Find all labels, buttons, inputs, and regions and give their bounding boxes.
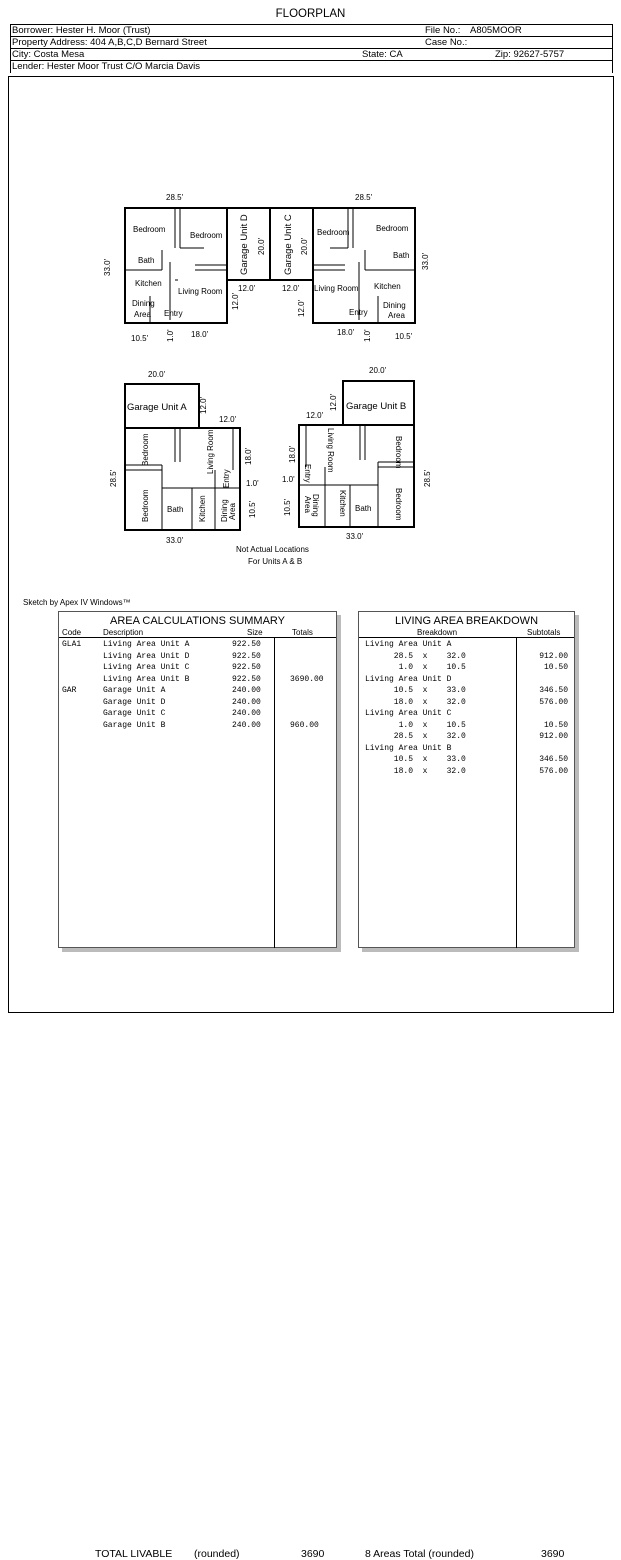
floorplan-sketch xyxy=(0,0,621,600)
garage-b-dim-h: 12.0' xyxy=(329,393,338,411)
garage-b-label: Garage Unit B xyxy=(346,401,407,412)
bl-bedroom-1: Bedroom xyxy=(141,433,150,466)
row-size: 922.50 xyxy=(232,663,261,672)
total-livable-value: 3690 xyxy=(301,1548,325,1560)
br-dining-2: Area xyxy=(303,496,312,513)
row-description: Garage Unit D xyxy=(103,697,166,707)
breakdown-text: 10.5 x 33.0 xyxy=(365,686,466,695)
row-size: 922.50 xyxy=(232,651,261,661)
breakdown-text: Living Area Unit B xyxy=(365,743,452,753)
tr-kitchen: Kitchen xyxy=(374,282,401,291)
br-bedroom-2: Bedroom xyxy=(394,488,403,521)
tl-kitchen: Kitchen xyxy=(135,279,162,288)
tl-dim-top: 28.5' xyxy=(166,193,184,202)
br-entry: Entry xyxy=(303,464,312,483)
breakdown-subtotal: 346.50 xyxy=(539,686,568,695)
breakdown-text: 28.5 x 32.0 xyxy=(365,651,466,661)
bl-bath: Bath xyxy=(167,505,184,514)
bl-dim-left: 28.5' xyxy=(109,469,118,487)
breakdown-subtotal: 346.50 xyxy=(539,755,568,764)
col-totals: Totals xyxy=(292,628,313,637)
br-dining-1: Dining xyxy=(311,494,320,517)
breakdown-text: Living Area Unit A xyxy=(365,640,452,649)
bl-bedroom-2: Bedroom xyxy=(141,489,150,522)
tr-dim-right: 33.0' xyxy=(421,252,430,270)
garage-a-label: Garage Unit A xyxy=(127,402,187,413)
row-total: 960.00 xyxy=(290,720,319,730)
tr-bedroom-1: Bedroom xyxy=(317,228,350,237)
tr-bath: Bath xyxy=(393,251,410,260)
tr-dining-1: Dining xyxy=(383,301,406,310)
row-size: 922.50 xyxy=(232,674,261,684)
breakdown-subtotal: 912.00 xyxy=(539,732,568,741)
garage-d-label: Garage Unit D xyxy=(239,214,250,275)
total-livable-note: (rounded) xyxy=(194,1548,240,1560)
garage-d-dim-w: 12.0' xyxy=(238,284,256,293)
tr-entry: Entry xyxy=(349,308,368,317)
row-size: 240.00 xyxy=(232,720,261,730)
tr-dim-top: 28.5' xyxy=(355,193,373,202)
note-line-1: Not Actual Locations xyxy=(236,545,309,554)
file-no-label: File No.: xyxy=(425,25,461,36)
tr-dim-b2: 1.0' xyxy=(363,329,372,342)
breakdown-text: 1.0 x 10.5 xyxy=(365,663,466,672)
garage-c-dim-h: 20.0' xyxy=(300,237,309,255)
tr-dining-2: Area xyxy=(388,311,405,320)
tl-dining-2: Area xyxy=(134,310,151,319)
zip: Zip: 92627-5757 xyxy=(495,49,565,60)
tl-dim-b3: 18.0' xyxy=(191,330,209,339)
row-description: Living Area Unit C xyxy=(103,663,190,672)
breakdown-subtotal: 912.00 xyxy=(539,651,568,661)
col-breakdown: Breakdown xyxy=(417,628,458,637)
col-subtotals: Subtotals xyxy=(527,628,561,637)
breakdown-title: LIVING AREA BREAKDOWN xyxy=(394,615,539,627)
br-dim-l1: 18.0' xyxy=(288,445,297,463)
row-code: GLA1 xyxy=(62,640,82,649)
br-living: Living Room xyxy=(326,428,335,473)
bl-kitchen: Kitchen xyxy=(198,495,207,522)
bl-dim-r3: 10.5' xyxy=(248,500,257,518)
tl-dim-left: 33.0' xyxy=(103,258,112,276)
tl-dim-b1: 10.5' xyxy=(131,334,149,343)
garage-c-label: Garage Unit C xyxy=(283,214,294,275)
area-summary-title: AREA CALCULATIONS SUMMARY xyxy=(109,615,286,627)
row-code: GAR xyxy=(62,686,77,695)
lender: Lender: Hester Moor Trust C/O Marcia Davis xyxy=(12,61,200,72)
garage-a-dim-h: 12.0' xyxy=(199,396,208,414)
br-dim-w: 12.0' xyxy=(306,411,324,420)
breakdown-subtotal: 576.00 xyxy=(539,766,568,776)
city: City: Costa Mesa xyxy=(12,49,85,60)
bl-dim-bottom: 33.0' xyxy=(166,536,184,545)
breakdown-subtotal: 10.50 xyxy=(543,720,568,730)
br-bedroom-1: Bedroom xyxy=(394,436,403,469)
bl-living: Living Room xyxy=(206,429,215,474)
col-size: Size xyxy=(247,628,263,637)
br-dim-l3: 10.5' xyxy=(283,498,292,516)
borrower: Borrower: Hester H. Moor (Trust) xyxy=(12,25,151,36)
bl-entry: Entry xyxy=(222,469,231,488)
garage-d-dim-side: 12.0' xyxy=(231,292,240,310)
file-no-value: A805MOOR xyxy=(470,25,522,36)
page-title: FLOORPLAN xyxy=(275,8,346,20)
br-kitchen: Kitchen xyxy=(338,490,347,517)
property-address: Property Address: 404 A,B,C,D Bernard Street xyxy=(12,37,207,48)
tl-bath: Bath xyxy=(138,256,155,265)
br-dim-right: 28.5' xyxy=(423,469,432,487)
br-bath: Bath xyxy=(355,504,372,513)
bl-dining-2: Area xyxy=(228,503,237,520)
breakdown-subtotal: 576.00 xyxy=(539,697,568,707)
breakdown-text: 28.5 x 32.0 xyxy=(365,732,466,741)
row-description: Garage Unit B xyxy=(103,720,166,730)
areas-total-value: 3690 xyxy=(541,1548,565,1560)
col-code: Code xyxy=(62,628,82,637)
state: State: CA xyxy=(362,49,403,60)
row-description: Garage Unit A xyxy=(103,686,166,695)
br-dim-bottom: 33.0' xyxy=(346,532,364,541)
case-no-label: Case No.: xyxy=(425,37,468,48)
breakdown-text: 10.5 x 33.0 xyxy=(365,755,466,764)
garage-a-dim-w: 20.0' xyxy=(148,370,166,379)
tl-living: Living Room xyxy=(178,287,223,296)
row-size: 240.00 xyxy=(232,697,261,707)
total-livable-label: TOTAL LIVABLE xyxy=(95,1548,173,1560)
bl-dim-r2: 1.0' xyxy=(246,479,259,488)
row-size: 240.00 xyxy=(232,709,261,718)
tl-dining-1: Dining xyxy=(132,299,155,308)
breakdown-text: 1.0 x 10.5 xyxy=(365,720,466,730)
tr-bedroom-2: Bedroom xyxy=(376,224,409,233)
breakdown-text: Living Area Unit D xyxy=(365,674,452,684)
garage-c-dim-side: 12.0' xyxy=(297,299,306,317)
sketch-by: Sketch by Apex IV Windows™ xyxy=(23,598,131,607)
tl-bedroom-1: Bedroom xyxy=(133,225,166,234)
tr-living: Living Room xyxy=(314,284,359,293)
row-description: Garage Unit C xyxy=(103,709,166,718)
tr-dim-b1: 18.0' xyxy=(337,328,355,337)
row-description: Living Area Unit D xyxy=(103,651,190,661)
row-total: 3690.00 xyxy=(290,674,324,684)
row-description: Living Area Unit B xyxy=(103,674,190,684)
col-description: Description xyxy=(103,628,144,637)
row-size: 240.00 xyxy=(232,686,261,695)
breakdown-text: 18.0 x 32.0 xyxy=(365,766,466,776)
breakdown-text: Living Area Unit C xyxy=(365,709,452,718)
area-calculations-summary xyxy=(58,611,337,1560)
bl-dining-1: Dining xyxy=(220,499,229,522)
areas-total-label: 8 Areas Total (rounded) xyxy=(365,1548,474,1560)
note-line-2: For Units A & B xyxy=(248,557,303,566)
tl-entry: Entry xyxy=(164,309,183,318)
row-description: Living Area Unit A xyxy=(103,640,190,649)
living-area-breakdown xyxy=(358,611,575,1560)
garage-d-dim-h: 20.0' xyxy=(257,237,266,255)
garage-b-dim-w: 20.0' xyxy=(369,366,387,375)
breakdown-subtotal: 10.50 xyxy=(543,663,568,672)
row-size: 922.50 xyxy=(232,640,261,649)
bl-dim-w: 12.0' xyxy=(219,415,237,424)
tl-dim-b2: 1.0' xyxy=(166,329,175,342)
garage-c-dim-w: 12.0' xyxy=(282,284,300,293)
br-dim-l2: 1.0' xyxy=(282,475,295,484)
tl-bedroom-2: Bedroom xyxy=(190,231,223,240)
bl-dim-r1: 18.0' xyxy=(244,447,253,465)
tr-dim-b3: 10.5' xyxy=(395,332,413,341)
breakdown-text: 18.0 x 32.0 xyxy=(365,697,466,707)
